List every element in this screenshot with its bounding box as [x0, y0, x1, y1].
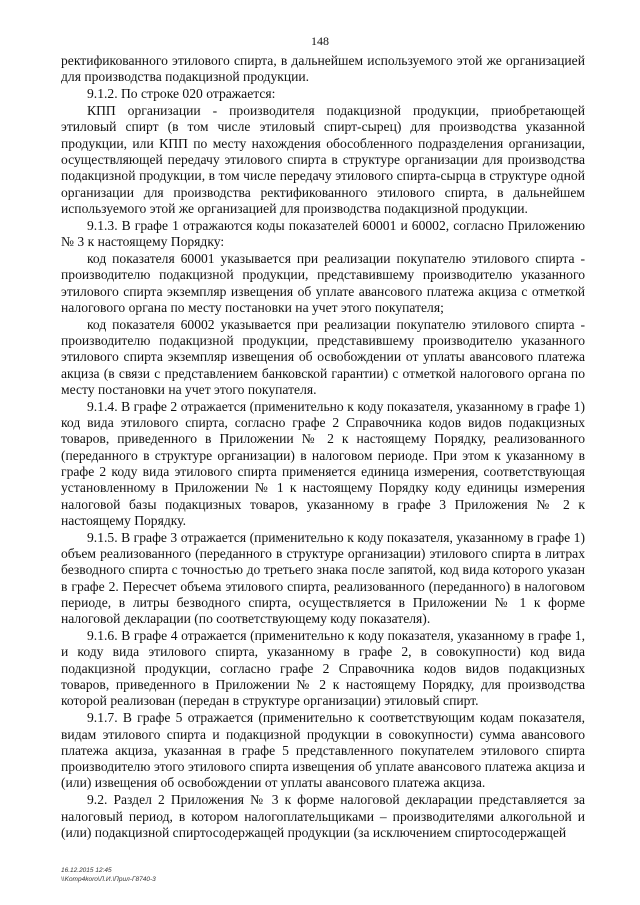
- paragraph-code-60001: код показателя 60001 указывается при реализации покупателю этилового спирта - производителю подакцизной продукции, представившему производителю указанного этилового спирта экземпляр извещения об уплате авансового платежа акциза с отметкой налогового органа по месту постановки на учет этого покупателя;: [61, 250, 585, 315]
- paragraph-9-1-2-heading: 9.1.2. По строке 020 отражается:: [87, 86, 276, 102]
- footer-stamp: [61, 866, 156, 884]
- footer-timestamp: 16.12.2015 12:45: [61, 867, 112, 874]
- document-body: [61, 53, 585, 842]
- paragraph-9-1-7: 9.1.7. В графе 5 отражается (применительно к соответствующим кодам показателя, видам этилового спирта и подакцизной продукции в совокупности) сумма авансового платежа акциза, указанная в графе 5 представленного покупателем этилового спирта производителю этого этилового спирта извещения об уплате авансового платежа акциза и (или) извещения об освобождении от уплаты авансового платежа акциза.: [61, 710, 585, 791]
- paragraph-9-1-6: 9.1.6. В графе 4 отражается (применительно к коду показателя, указанному в графе 1, и коду вида этилового спирта, указанному в графе 2, в совокупности) код вида подакцизной продукции, согласно графе 2 Справочника кодов видов подакцизных товаров, приведенного в Приложении № 2 к настоящему Порядку, для производства которой реализован (передан в структуре организации) этиловый спирт.: [61, 628, 585, 709]
- paragraph-kpp: КПП организации - производителя подакцизной продукции, приобретающей этиловый спирт (в том числе этиловый спирт-сырец) для производства указанной продукции, или КПП по месту нахождения обособленного подразделения организации, осуществляющей передачу этилового спирта в структуре организации для производства подакцизной продукции, в том числе передачу этилового спирта-сырца в структуре одной организации для производства ректификованного этилового спирта, в дальнейшем используемого этой же организацией для производства подакцизной продукции.: [61, 103, 585, 216]
- paragraph-continuation: ректификованного этилового спирта, в дальнейшем используемого этой же организацией для производства подакцизной продукции.: [61, 53, 585, 85]
- paragraph-9-1-5: 9.1.5. В графе 3 отражается (применительно к коду показателя, указанному в графе 1) объем реализованного (переданного в структуре организации) этилового спирта в литрах безводного спирта с точностью до третьего знака после запятой, код вида которого указан в графе 2. Пересчет объема этилового спирта, реализованного (переданного) в налоговом периоде, в литры безводного спирта, осуществляется в Приложении № 1 к форме налоговой декларации (по соответствующему коду показателя).: [61, 529, 585, 627]
- page-number: 148: [311, 34, 329, 48]
- paragraph-9-1-4: 9.1.4. В графе 2 отражается (применительно к коду показателя, указанному в графе 1) код вида этилового спирта, согласно графе 2 Справочника кодов видов подакцизных товаров, приведенного в Приложении № 2 к настоящему Порядку, реализованного (переданного в структуре организации) в налоговом периоде. При этом к указанному в графе 2 коду вида этилового спирта применяется единица измерения, соответствующая установленному в Приложении № 1 к настоящему Порядку коду единицы измерения налоговой базы подакцизных товаров, указанному в графе 3 Приложения № 2 к настоящему Порядку.: [61, 398, 585, 528]
- paragraph-code-60002: код показателя 60002 указывается при реализации покупателю этилового спирта - производителю подакцизной продукции, представившему производителю указанного этилового спирта экземпляр извещения об освобождении от уплаты авансового платежа акциза (в связи с представлением банковской гарантии) с отметкой налогового органа по месту постановки на учет этого покупателя.: [61, 316, 585, 397]
- paragraph-9-2: 9.2. Раздел 2 Приложения № 3 к форме налоговой декларации представляется за налоговый период, в котором налогоплательщиками – производителями алкогольной и (или) подакцизной спиртосодержащей продукции (за исключением спиртосодержащей: [61, 792, 585, 840]
- paragraph-9-1-3: 9.1.3. В графе 1 отражаются коды показателей 60001 и 60002, согласно Приложению № 3 к настоящему Порядку:: [61, 217, 585, 250]
- footer-file-path: \\Komp4koro\Л.И.\Прил-Г8740-3: [61, 876, 156, 883]
